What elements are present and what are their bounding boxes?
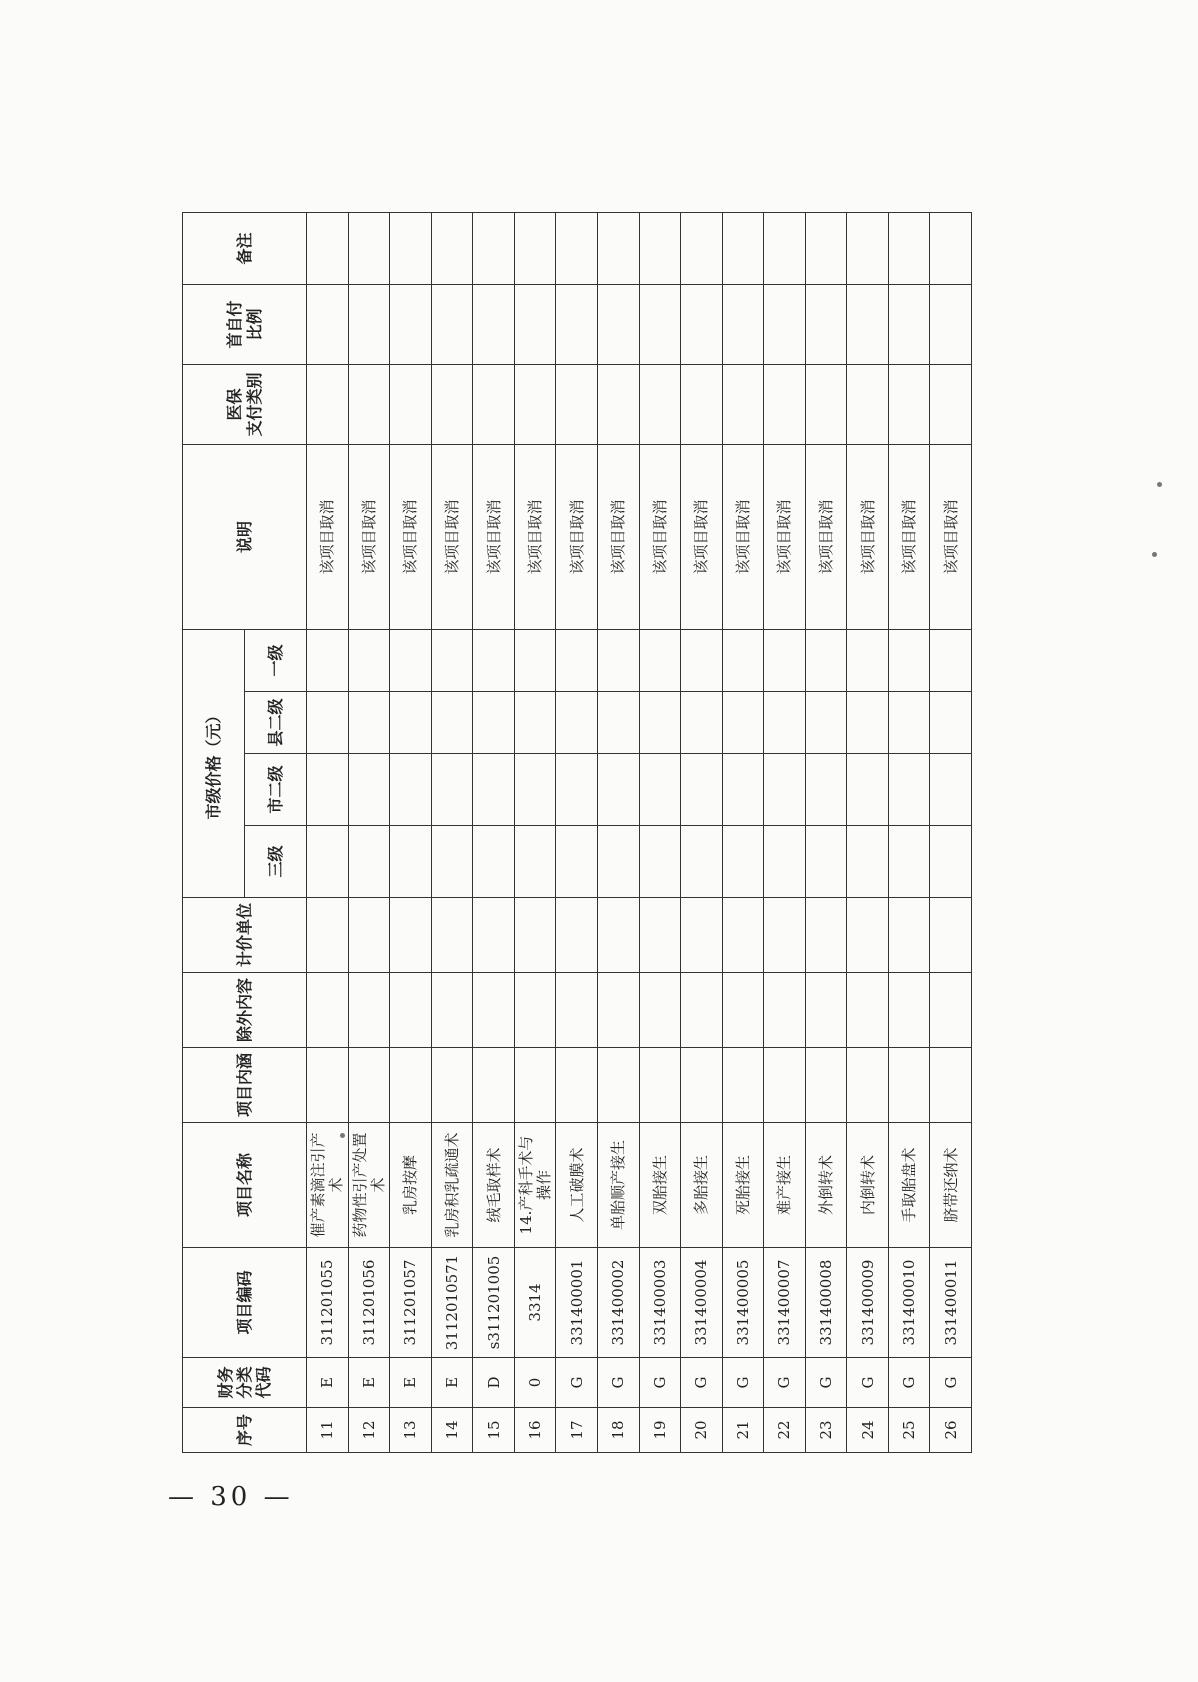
table-row <box>514 212 556 1452</box>
cell-level3 <box>722 826 764 898</box>
cell-level3 <box>847 826 889 898</box>
cell-level1 <box>348 629 390 691</box>
header-insurance-type: 医保 支付类别 <box>183 364 307 444</box>
cell-level3 <box>348 826 390 898</box>
cell-city2 <box>307 754 349 826</box>
cell-seq: 15 <box>473 1408 515 1453</box>
cell-level1 <box>722 629 764 691</box>
cell-county2 <box>390 692 432 754</box>
cell-level1 <box>930 629 972 691</box>
cell-county2 <box>514 692 556 754</box>
cell-insurance-type <box>722 364 764 444</box>
cell-unit <box>473 898 515 973</box>
cell-insurance-type <box>307 364 349 444</box>
cell-unit <box>639 898 681 973</box>
cell-level1 <box>681 629 723 691</box>
cell-remark <box>473 212 515 284</box>
cell-unit <box>764 898 806 973</box>
cell-level1 <box>556 629 598 691</box>
cell-level3 <box>764 826 806 898</box>
price-table-container <box>182 233 972 1453</box>
cell-item-name: 外倒转术 <box>805 1123 847 1248</box>
cell-self-pay <box>390 284 432 364</box>
cell-unit <box>888 898 930 973</box>
cell-note: 该项目取消 <box>307 444 349 629</box>
header-level1: 一级 <box>245 629 307 691</box>
cell-excluded <box>473 973 515 1048</box>
cell-level3 <box>307 826 349 898</box>
cell-insurance-type <box>639 364 681 444</box>
cell-self-pay <box>847 284 889 364</box>
cell-remark <box>722 212 764 284</box>
cell-item-name: 人工破膜术 <box>556 1123 598 1248</box>
cell-item-name: 单胎顺产接生 <box>597 1123 639 1248</box>
cell-excluded <box>764 973 806 1048</box>
cell-seq: 16 <box>514 1408 556 1453</box>
cell-city2 <box>722 754 764 826</box>
cell-fin-code: G <box>597 1358 639 1408</box>
cell-seq: 14 <box>431 1408 473 1453</box>
cell-seq: 26 <box>930 1408 972 1453</box>
cell-item-content <box>888 1048 930 1123</box>
cell-insurance-type <box>597 364 639 444</box>
cell-note: 该项目取消 <box>930 444 972 629</box>
cell-self-pay <box>681 284 723 364</box>
cell-remark <box>514 212 556 284</box>
cell-insurance-type <box>681 364 723 444</box>
cell-excluded <box>514 973 556 1048</box>
cell-level3 <box>514 826 556 898</box>
cell-level3 <box>431 826 473 898</box>
table-row <box>930 212 972 1452</box>
cell-insurance-type <box>514 364 556 444</box>
cell-remark <box>805 212 847 284</box>
cell-seq: 13 <box>390 1408 432 1453</box>
cell-city2 <box>847 754 889 826</box>
cell-remark <box>639 212 681 284</box>
cell-remark <box>307 212 349 284</box>
cell-county2 <box>556 692 598 754</box>
cell-county2 <box>348 692 390 754</box>
table-row <box>597 212 639 1452</box>
cell-seq: 17 <box>556 1408 598 1453</box>
cell-note: 该项目取消 <box>764 444 806 629</box>
cell-fin-code: E <box>390 1358 432 1408</box>
cell-seq: 21 <box>722 1408 764 1453</box>
cell-level1 <box>307 629 349 691</box>
cell-unit <box>556 898 598 973</box>
cell-level1 <box>473 629 515 691</box>
table-row <box>639 212 681 1452</box>
header-seq: 序号 <box>183 1408 307 1453</box>
cell-level1 <box>805 629 847 691</box>
cell-item-code: 331400009 <box>847 1248 889 1358</box>
cell-self-pay <box>556 284 598 364</box>
cell-level3 <box>805 826 847 898</box>
header-note: 说明 <box>183 444 307 629</box>
cell-remark <box>556 212 598 284</box>
cell-level3 <box>473 826 515 898</box>
cell-item-content <box>764 1048 806 1123</box>
cell-item-name: 多胎接生 <box>681 1123 723 1248</box>
table-row <box>431 212 473 1452</box>
cell-insurance-type <box>556 364 598 444</box>
cell-item-content <box>348 1048 390 1123</box>
cell-remark <box>348 212 390 284</box>
cell-level3 <box>390 826 432 898</box>
cell-item-name: 双胎接生 <box>639 1123 681 1248</box>
cell-level3 <box>930 826 972 898</box>
cell-item-code: 311201055 <box>307 1248 349 1358</box>
cell-item-code: 331400001 <box>556 1248 598 1358</box>
cell-excluded <box>597 973 639 1048</box>
header-self-pay: 首自付 比例 <box>183 284 307 364</box>
cell-insurance-type <box>390 364 432 444</box>
cell-item-content <box>514 1048 556 1123</box>
table-row <box>888 212 930 1452</box>
cell-seq: 25 <box>888 1408 930 1453</box>
cell-fin-code: G <box>847 1358 889 1408</box>
table-row <box>722 212 764 1452</box>
cell-remark <box>390 212 432 284</box>
header-unit: 计价单位 <box>183 898 307 973</box>
cell-remark <box>930 212 972 284</box>
cell-excluded <box>722 973 764 1048</box>
cell-item-code: 331400007 <box>764 1248 806 1358</box>
table-row <box>805 212 847 1452</box>
cell-item-content <box>722 1048 764 1123</box>
cell-city2 <box>805 754 847 826</box>
cell-note: 该项目取消 <box>722 444 764 629</box>
cell-remark <box>681 212 723 284</box>
cell-insurance-type <box>888 364 930 444</box>
cell-excluded <box>307 973 349 1048</box>
cell-item-content <box>930 1048 972 1123</box>
header-county2: 县二级 <box>245 692 307 754</box>
cell-city2 <box>930 754 972 826</box>
cell-fin-code: D <box>473 1358 515 1408</box>
cell-item-name: 手取胎盘术 <box>888 1123 930 1248</box>
table-row <box>348 212 390 1452</box>
table-row <box>764 212 806 1452</box>
cell-excluded <box>805 973 847 1048</box>
cell-city2 <box>348 754 390 826</box>
cell-item-code: 331400010 <box>888 1248 930 1358</box>
cell-county2 <box>847 692 889 754</box>
table-row <box>681 212 723 1452</box>
cell-item-code: 311201057 <box>390 1248 432 1358</box>
cell-city2 <box>473 754 515 826</box>
cell-seq: 20 <box>681 1408 723 1453</box>
price-table <box>182 212 972 1453</box>
cell-city2 <box>597 754 639 826</box>
cell-note: 该项目取消 <box>639 444 681 629</box>
cell-note: 该项目取消 <box>514 444 556 629</box>
cell-city2 <box>390 754 432 826</box>
cell-item-content <box>597 1048 639 1123</box>
cell-seq: 18 <box>597 1408 639 1453</box>
cell-unit <box>597 898 639 973</box>
cell-city2 <box>556 754 598 826</box>
cell-level1 <box>597 629 639 691</box>
cell-note: 该项目取消 <box>431 444 473 629</box>
cell-excluded <box>390 973 432 1048</box>
cell-item-content <box>390 1048 432 1123</box>
cell-self-pay <box>514 284 556 364</box>
cell-fin-code: G <box>805 1358 847 1408</box>
header-level3: 三级 <box>245 826 307 898</box>
cell-seq: 11 <box>307 1408 349 1453</box>
cell-item-name: 内倒转术 <box>847 1123 889 1248</box>
cell-remark <box>597 212 639 284</box>
table-row <box>847 212 889 1452</box>
cell-insurance-type <box>473 364 515 444</box>
cell-self-pay <box>307 284 349 364</box>
cell-fin-code: G <box>556 1358 598 1408</box>
cell-unit <box>847 898 889 973</box>
cell-item-code: 331400002 <box>597 1248 639 1358</box>
cell-note: 该项目取消 <box>805 444 847 629</box>
cell-item-name: 14.产科手术与 操作 <box>514 1123 556 1248</box>
cell-unit <box>805 898 847 973</box>
cell-note: 该项目取消 <box>390 444 432 629</box>
cell-level3 <box>556 826 598 898</box>
cell-item-name: 药物性引产处置 术 <box>348 1123 390 1248</box>
cell-note: 该项目取消 <box>847 444 889 629</box>
cell-insurance-type <box>930 364 972 444</box>
cell-fin-code: E <box>348 1358 390 1408</box>
header-price-group: 市级价格（元） <box>183 629 245 897</box>
cell-remark <box>764 212 806 284</box>
cell-level1 <box>764 629 806 691</box>
scan-mark <box>1157 482 1162 487</box>
cell-fin-code: E <box>431 1358 473 1408</box>
cell-note: 该项目取消 <box>681 444 723 629</box>
cell-item-content <box>556 1048 598 1123</box>
cell-item-code: 3112010571 <box>431 1248 473 1358</box>
cell-item-name: 乳房按摩 <box>390 1123 432 1248</box>
cell-fin-code: E <box>307 1358 349 1408</box>
cell-item-content <box>639 1048 681 1123</box>
cell-fin-code: G <box>764 1358 806 1408</box>
cell-level3 <box>597 826 639 898</box>
cell-self-pay <box>473 284 515 364</box>
cell-item-content <box>431 1048 473 1123</box>
cell-county2 <box>639 692 681 754</box>
cell-fin-code: G <box>888 1358 930 1408</box>
cell-self-pay <box>930 284 972 364</box>
cell-unit <box>307 898 349 973</box>
cell-self-pay <box>431 284 473 364</box>
cell-county2 <box>930 692 972 754</box>
header-excluded: 除外内容 <box>183 973 307 1048</box>
table-row <box>473 212 515 1452</box>
cell-insurance-type <box>348 364 390 444</box>
cell-unit <box>431 898 473 973</box>
cell-insurance-type <box>805 364 847 444</box>
cell-insurance-type <box>847 364 889 444</box>
cell-item-code: 331400005 <box>722 1248 764 1358</box>
cell-excluded <box>930 973 972 1048</box>
cell-county2 <box>431 692 473 754</box>
cell-remark <box>888 212 930 284</box>
cell-excluded <box>431 973 473 1048</box>
cell-county2 <box>307 692 349 754</box>
cell-excluded <box>847 973 889 1048</box>
cell-county2 <box>681 692 723 754</box>
cell-unit <box>930 898 972 973</box>
cell-item-content <box>847 1048 889 1123</box>
cell-item-code: 331400011 <box>930 1248 972 1358</box>
cell-self-pay <box>722 284 764 364</box>
cell-excluded <box>639 973 681 1048</box>
cell-self-pay <box>805 284 847 364</box>
cell-item-content <box>307 1048 349 1123</box>
cell-seq: 23 <box>805 1408 847 1453</box>
cell-item-name: 难产接生 <box>764 1123 806 1248</box>
cell-county2 <box>888 692 930 754</box>
cell-item-content <box>473 1048 515 1123</box>
cell-item-name: 绒毛取样术 <box>473 1123 515 1248</box>
cell-item-content <box>805 1048 847 1123</box>
cell-fin-code: G <box>930 1358 972 1408</box>
cell-fin-code: G <box>681 1358 723 1408</box>
cell-note: 该项目取消 <box>597 444 639 629</box>
cell-city2 <box>639 754 681 826</box>
cell-level1 <box>431 629 473 691</box>
cell-item-name: 死胎接生 <box>722 1123 764 1248</box>
cell-fin-code: 0 <box>514 1358 556 1408</box>
cell-item-name: 催产素滴注引产 术 <box>307 1123 349 1248</box>
header-item-name: 项目名称 <box>183 1123 307 1248</box>
cell-note: 该项目取消 <box>888 444 930 629</box>
page-number: — 30 — <box>168 1482 294 1512</box>
cell-city2 <box>681 754 723 826</box>
cell-level3 <box>639 826 681 898</box>
scan-mark <box>1152 552 1157 557</box>
cell-seq: 12 <box>348 1408 390 1453</box>
cell-unit <box>348 898 390 973</box>
cell-item-name: 乳房积乳疏通术 <box>431 1123 473 1248</box>
cell-county2 <box>764 692 806 754</box>
cell-unit <box>681 898 723 973</box>
header-city2: 市二级 <box>245 754 307 826</box>
cell-level1 <box>514 629 556 691</box>
cell-excluded <box>348 973 390 1048</box>
table-row <box>556 212 598 1452</box>
table-row <box>390 212 432 1452</box>
cell-unit <box>722 898 764 973</box>
cell-excluded <box>681 973 723 1048</box>
cell-item-code: 331400008 <box>805 1248 847 1358</box>
cell-county2 <box>597 692 639 754</box>
cell-item-code: 331400004 <box>681 1248 723 1358</box>
cell-fin-code: G <box>639 1358 681 1408</box>
cell-self-pay <box>888 284 930 364</box>
cell-self-pay <box>348 284 390 364</box>
cell-seq: 19 <box>639 1408 681 1453</box>
cell-item-name: 脐带还纳术 <box>930 1123 972 1248</box>
cell-item-code: 3314 <box>514 1248 556 1358</box>
cell-level3 <box>681 826 723 898</box>
cell-city2 <box>888 754 930 826</box>
table-body <box>307 212 972 1452</box>
cell-note: 该项目取消 <box>556 444 598 629</box>
cell-level1 <box>639 629 681 691</box>
header-item-content: 项目内涵 <box>183 1048 307 1123</box>
cell-city2 <box>514 754 556 826</box>
cell-item-content <box>681 1048 723 1123</box>
cell-self-pay <box>597 284 639 364</box>
header-fin-code: 财务 分类 代码 <box>183 1358 307 1408</box>
cell-county2 <box>805 692 847 754</box>
cell-self-pay <box>764 284 806 364</box>
cell-fin-code: G <box>722 1358 764 1408</box>
cell-insurance-type <box>431 364 473 444</box>
cell-self-pay <box>639 284 681 364</box>
cell-remark <box>431 212 473 284</box>
cell-excluded <box>888 973 930 1048</box>
cell-item-code: 311201056 <box>348 1248 390 1358</box>
cell-level1 <box>390 629 432 691</box>
header-remark: 备注 <box>183 212 307 284</box>
table-row <box>307 212 349 1452</box>
cell-item-code: 331400003 <box>639 1248 681 1358</box>
scan-mark <box>340 1133 345 1138</box>
cell-item-code: s311201005 <box>473 1248 515 1358</box>
cell-level1 <box>888 629 930 691</box>
cell-note: 该项目取消 <box>473 444 515 629</box>
cell-unit <box>514 898 556 973</box>
cell-city2 <box>764 754 806 826</box>
cell-level1 <box>847 629 889 691</box>
header-item-code: 项目编码 <box>183 1248 307 1358</box>
cell-remark <box>847 212 889 284</box>
cell-note: 该项目取消 <box>348 444 390 629</box>
cell-seq: 22 <box>764 1408 806 1453</box>
cell-excluded <box>556 973 598 1048</box>
cell-city2 <box>431 754 473 826</box>
cell-insurance-type <box>764 364 806 444</box>
cell-county2 <box>722 692 764 754</box>
cell-unit <box>390 898 432 973</box>
cell-county2 <box>473 692 515 754</box>
cell-level3 <box>888 826 930 898</box>
cell-seq: 24 <box>847 1408 889 1453</box>
